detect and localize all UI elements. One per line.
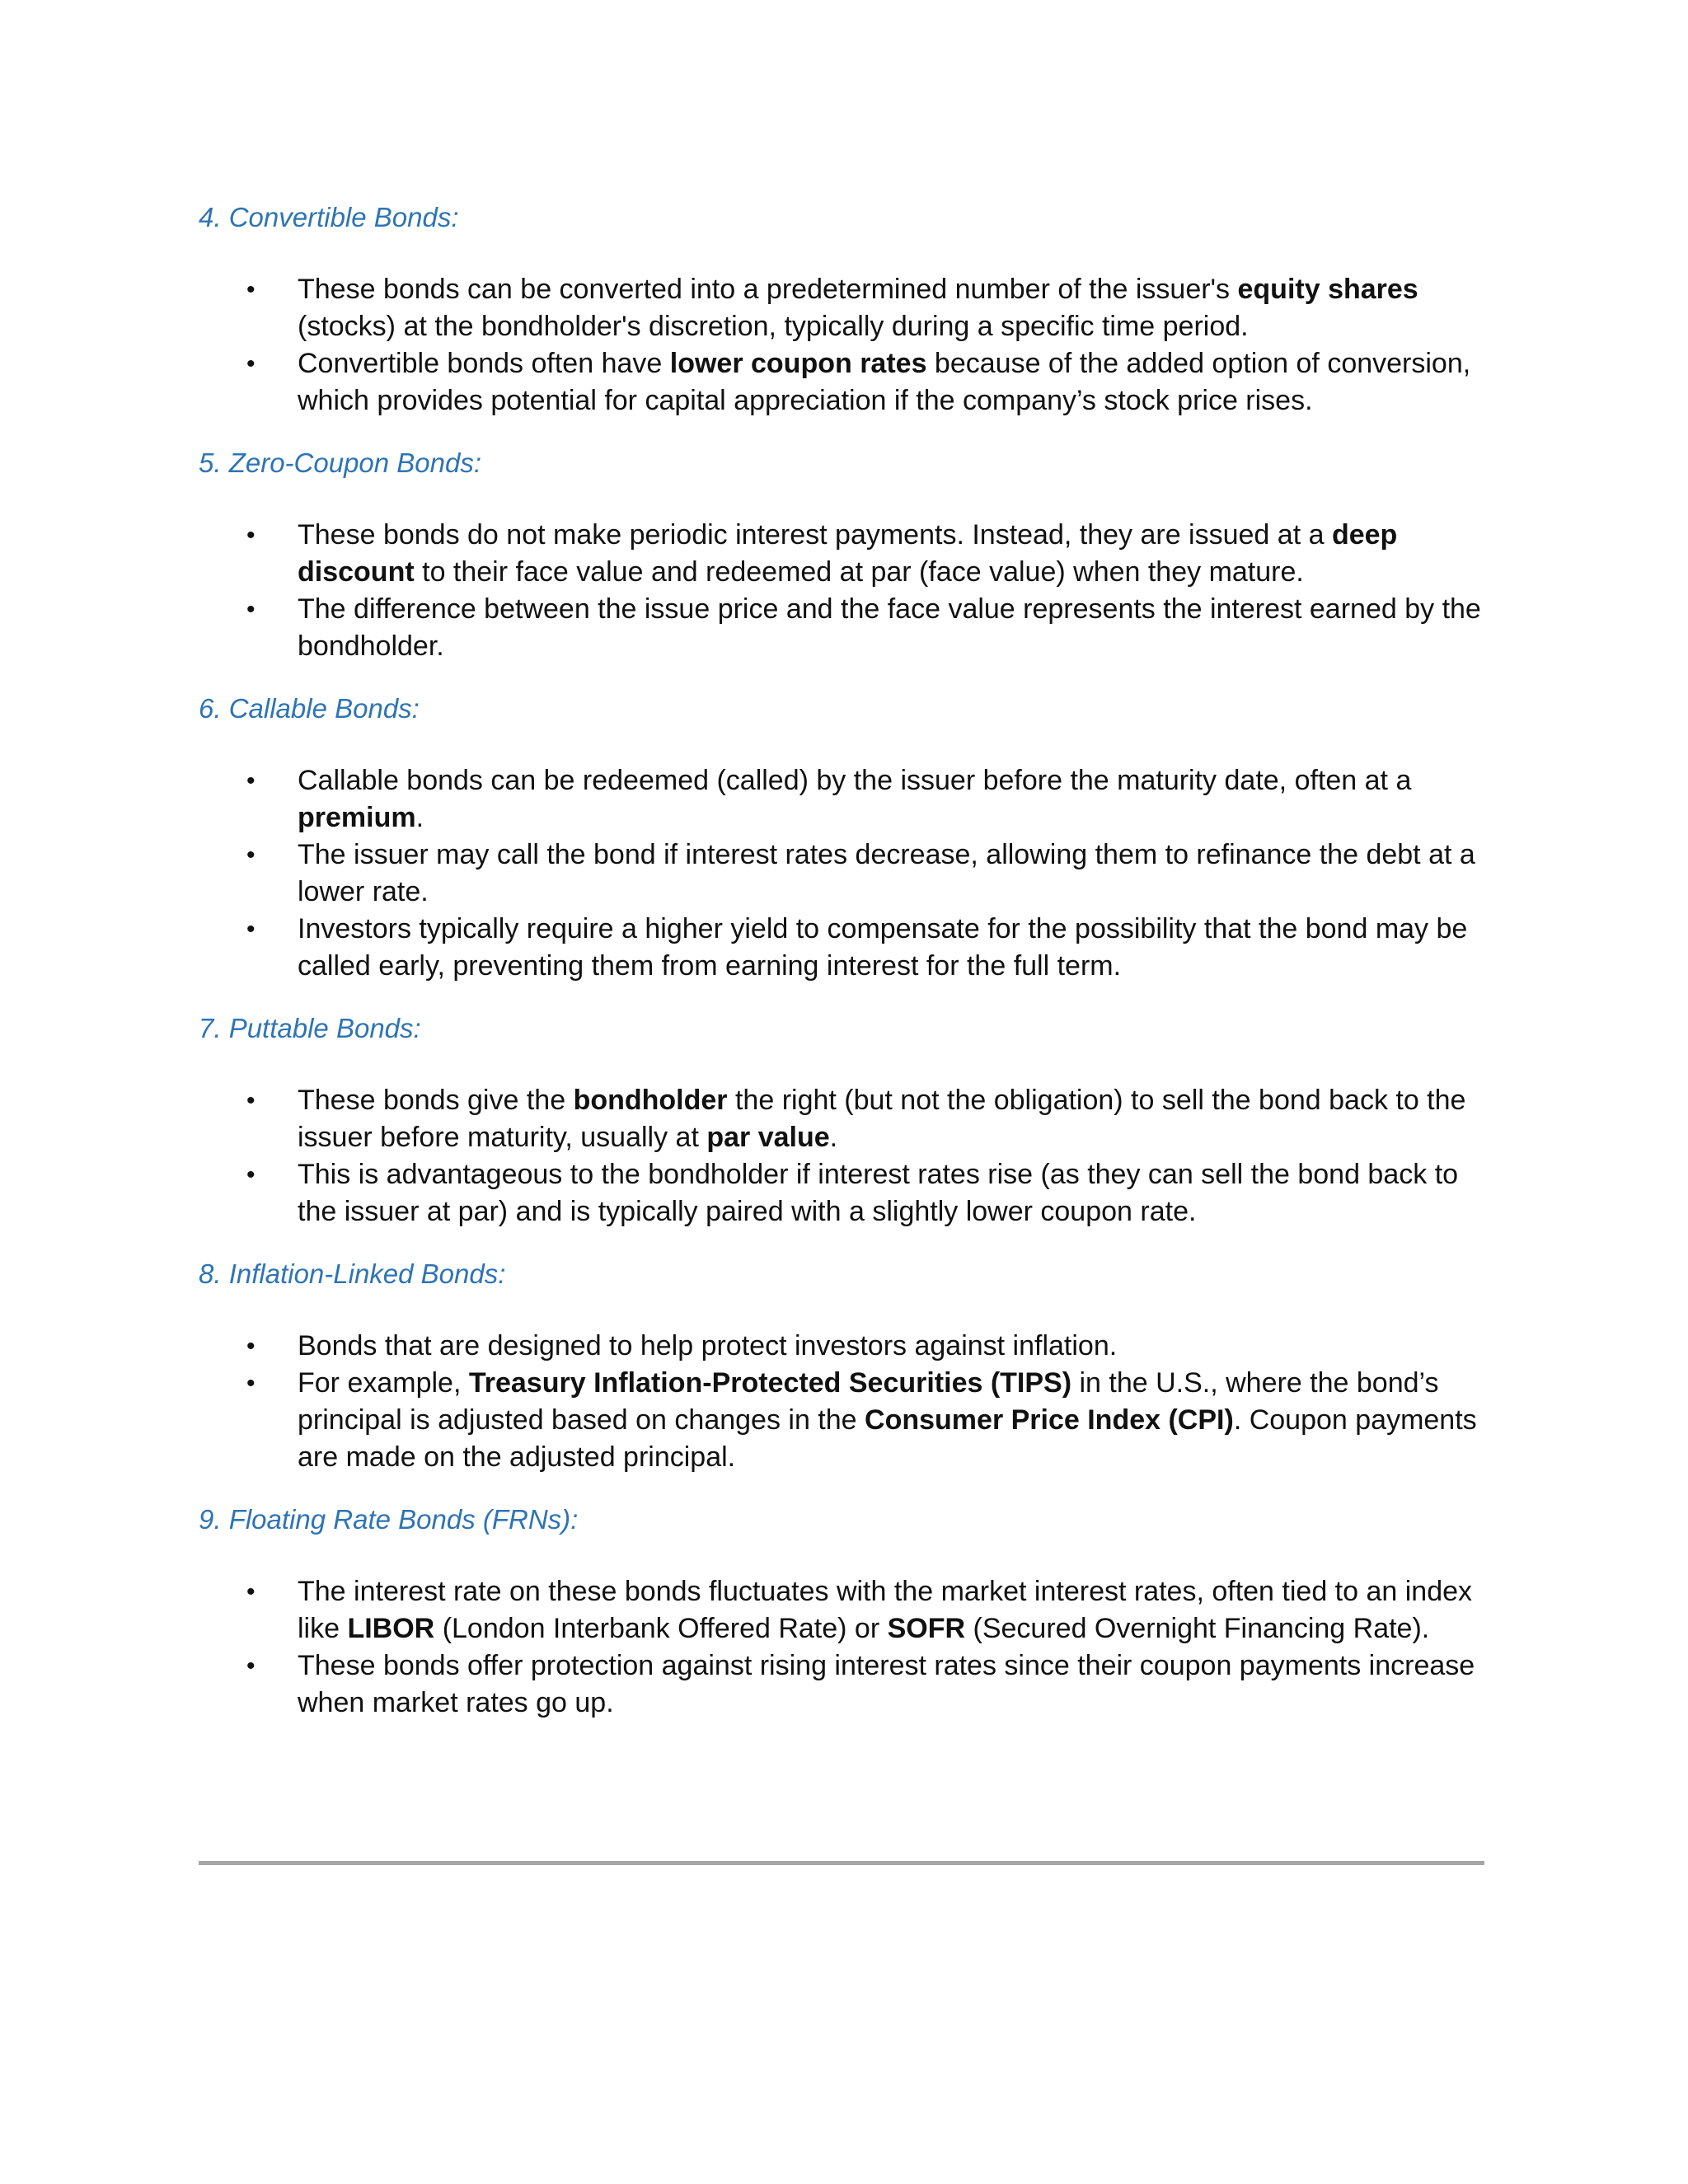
bullet-icon: • (246, 916, 256, 943)
list-item (199, 1365, 1484, 1476)
section (199, 1501, 1484, 1722)
text-run: because of the added option of conversion, which provides potential for capital appreciation if the company’s stock price rises. (298, 348, 1471, 416)
text-run: the right (but not the obligation) to sell the bond back to the issuer before maturity, usually at (298, 1085, 1466, 1153)
list-item (199, 1328, 1484, 1365)
text-run: Callable bonds can be redeemed (called) by the issuer before the maturity date, often at a (298, 765, 1412, 796)
bullet-icon: • (246, 350, 256, 377)
list-item-text (298, 1085, 1465, 1153)
list-item (199, 762, 1484, 837)
text-run: Convertible bonds often have (298, 348, 670, 379)
bullet-list (199, 1082, 1484, 1230)
list-item (199, 1647, 1484, 1722)
horizontal-divider (199, 1861, 1484, 1865)
text-run: The difference between the issue price and the face value represents the interest earned by the bondholder. (298, 593, 1481, 662)
list-item-text (298, 839, 1475, 907)
section (199, 199, 1484, 419)
list-item-text (298, 1159, 1458, 1227)
text-run: . (829, 1122, 838, 1153)
bold-term: LIBOR (347, 1613, 435, 1644)
section-heading: 7. Puttable Bonds: (199, 1013, 421, 1043)
list-item-text (298, 1576, 1472, 1644)
text-run: These bonds can be converted into a predetermined number of the issuer's (298, 274, 1238, 305)
section-heading: 5. Zero-Coupon Bonds: (199, 448, 482, 478)
text-run: in the U.S., where the bond’s principal is adjusted based on changes in the (298, 1367, 1439, 1436)
list-item-text (298, 1367, 1477, 1473)
bold-term: par value (706, 1122, 830, 1153)
list-item-text (298, 593, 1481, 662)
text-run: This is advantageous to the bondholder if interest rates rise (as they can sell the bond back to the issuer at par) and is typically paired with a slightly lower coupon rate. (298, 1159, 1459, 1227)
bullet-icon: • (246, 596, 256, 623)
bullet-icon: • (246, 1652, 256, 1680)
text-run: The interest rate on these bonds fluctuates with the market interest rates, often tied to an index like (298, 1576, 1473, 1644)
bullet-icon: • (246, 1161, 256, 1188)
section-heading: 9. Floating Rate Bonds (FRNs): (199, 1504, 579, 1535)
bullet-icon: • (246, 276, 256, 303)
list-item-text (298, 1330, 1117, 1361)
list-item-text (298, 274, 1418, 342)
list-item (199, 1156, 1484, 1230)
bullet-list (199, 762, 1484, 985)
list-item (199, 1082, 1484, 1156)
list-item (199, 345, 1484, 419)
bullet-icon: • (246, 1578, 256, 1605)
section (199, 1255, 1484, 1476)
bullet-icon: • (246, 841, 256, 869)
bold-term: SOFR (887, 1613, 966, 1644)
bullet-list (199, 1573, 1484, 1722)
list-item (199, 837, 1484, 911)
list-item (199, 911, 1484, 985)
list-item-text (298, 913, 1467, 982)
list-item-text (298, 765, 1411, 833)
bold-term: equity shares (1237, 274, 1418, 305)
bullet-list (199, 271, 1484, 419)
text-run: . Coupon payments are made on the adjusted principal. (298, 1404, 1477, 1473)
bold-term: lower coupon rates (669, 348, 927, 379)
bullet-list (199, 517, 1484, 665)
bullet-list (199, 1328, 1484, 1476)
bullet-icon: • (246, 767, 256, 794)
text-run: . (415, 802, 424, 833)
bold-term: Consumer Price Index (CPI) (865, 1404, 1234, 1436)
text-run: These bonds do not make periodic interest payments. Instead, they are issued at a (298, 519, 1332, 551)
text-run: These bonds give the (298, 1085, 574, 1116)
document-body (199, 199, 1484, 1746)
text-run: (stocks) at the bondholder's discretion, typically during a specific time period. (298, 311, 1249, 342)
list-item (199, 591, 1484, 665)
bold-term: Treasury Inflation-Protected Securities (TIPS) (468, 1367, 1072, 1399)
section (199, 690, 1484, 985)
text-run: to their face value and redeemed at par (face value) when they mature. (414, 556, 1304, 588)
bullet-icon: • (246, 1087, 256, 1114)
list-item-text (298, 348, 1470, 416)
list-item (199, 1573, 1484, 1647)
list-item (199, 517, 1484, 591)
text-run: (Secured Overnight Financing Rate). (965, 1613, 1430, 1644)
text-run: Bonds that are designed to help protect investors against inflation. (298, 1330, 1118, 1361)
list-item (199, 271, 1484, 345)
text-run: Investors typically require a higher yield to compensate for the possibility that the bond may be called early, preventing them from earning interest for the full term. (298, 913, 1468, 982)
bold-term: premium (298, 802, 416, 833)
section-heading: 8. Inflation-Linked Bonds: (199, 1258, 506, 1289)
text-run: These bonds offer protection against rising interest rates since their coupon payments increase when market rates go up. (298, 1650, 1475, 1718)
text-run: For example, (298, 1367, 469, 1399)
section (199, 1010, 1484, 1230)
list-item-text (298, 1650, 1475, 1718)
bullet-icon: • (246, 1370, 256, 1397)
text-run: The issuer may call the bond if interest rates decrease, allowing them to refinance the debt at a lower rate. (298, 839, 1475, 907)
text-run: (London Interbank Offered Rate) or (434, 1613, 888, 1644)
bullet-icon: • (246, 1333, 256, 1360)
bullet-icon: • (246, 522, 256, 549)
section-heading: 4. Convertible Bonds: (199, 202, 459, 232)
section-heading: 6. Callable Bonds: (199, 693, 420, 724)
bold-term: deep discount (298, 519, 1398, 588)
section (199, 444, 1484, 665)
bold-term: bondholder (573, 1085, 728, 1116)
list-item-text (298, 519, 1397, 588)
